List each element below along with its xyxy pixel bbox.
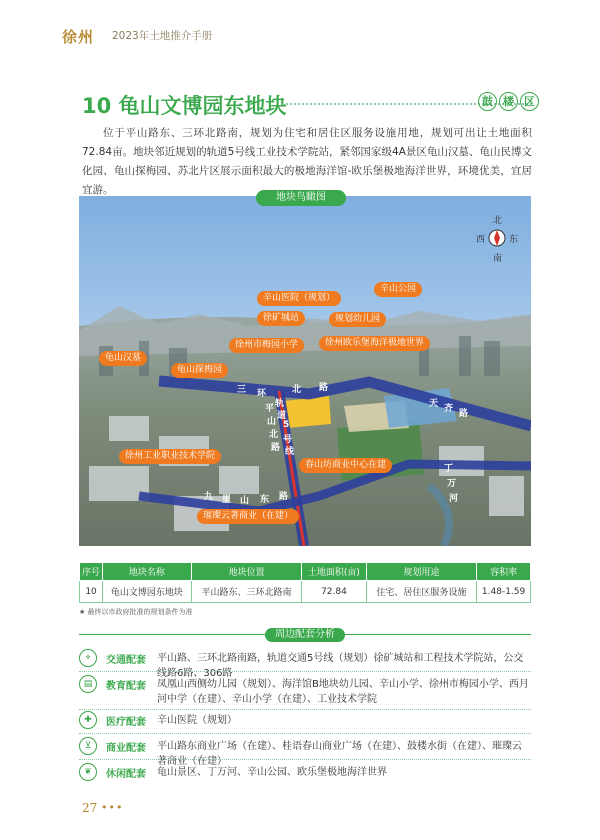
leaf-icon: ❦ bbox=[79, 763, 97, 781]
road-char: 环 bbox=[257, 389, 267, 399]
road-char: 齐 bbox=[444, 404, 454, 414]
row-divider bbox=[79, 709, 531, 710]
list-item-medical bbox=[79, 711, 531, 733]
road-char: 三 bbox=[237, 385, 247, 395]
table-cell: 72.84 bbox=[302, 581, 366, 603]
callout-xinshan-hospital: 辛山医院（规划） bbox=[257, 291, 341, 306]
callout-xukuang-station: 徐矿城站 bbox=[257, 311, 305, 326]
item-value: 平山路东商业广场（在建）、桂语春山商业广场（在建）、鼓楼水街（在建）、璀璨云著商业（在建） bbox=[157, 741, 522, 767]
aerial-photo bbox=[79, 196, 531, 546]
page-title: 10 龟山文博园东地块 bbox=[82, 94, 287, 118]
district-badge bbox=[478, 92, 539, 111]
map-pin-icon: ⌖ bbox=[79, 649, 97, 667]
item-label: 交通配套 bbox=[106, 655, 146, 666]
item-label: 商业配套 bbox=[106, 743, 146, 754]
section-title: 周边配套分析 bbox=[265, 628, 345, 642]
compass-west: 西 bbox=[476, 235, 486, 245]
land-info-table bbox=[79, 562, 531, 603]
page-number: 27 bbox=[82, 801, 98, 815]
road-char: 线 bbox=[285, 447, 295, 457]
district-char: 鼓 bbox=[478, 92, 497, 111]
book-icon: ▤ bbox=[79, 675, 97, 693]
callout-industrial-college: 徐州工业职业技术学院 bbox=[119, 449, 221, 464]
row-divider bbox=[79, 759, 531, 760]
road-char: 路 bbox=[271, 443, 281, 453]
callout-xinshan-park: 辛山公园 bbox=[374, 282, 422, 297]
road-char: 丁 bbox=[444, 464, 454, 474]
road-char: 5 bbox=[283, 420, 290, 430]
road-char: 道 bbox=[277, 411, 287, 421]
planning-note: ★ 最终以市政府批准的规划条件为准 bbox=[79, 608, 193, 616]
callout-cuican-commercial: 璀璨云著商业（在建） bbox=[197, 509, 299, 524]
table-header-row bbox=[80, 563, 531, 581]
compass-north: 北 bbox=[493, 216, 503, 226]
list-item-education bbox=[79, 675, 531, 709]
compass-south: 南 bbox=[493, 254, 503, 264]
section-header bbox=[79, 628, 531, 642]
callout-chunshanfang: 春山坊商业中心在建 bbox=[299, 458, 392, 473]
item-value: 凤凰山西侧幼儿园（规划）、海洋馆B地块幼儿园、辛山小学、徐州市梅园小学、西月河中学（在建）、辛山小学（在建）、工业技术学院 bbox=[157, 679, 529, 705]
list-item-transport bbox=[79, 649, 531, 679]
item-label: 休闲配套 bbox=[106, 769, 146, 780]
callout-planned-kindergarten: 规划幼儿园 bbox=[329, 312, 386, 327]
list-item-leisure bbox=[79, 763, 531, 785]
table-header: 容积率 bbox=[477, 563, 531, 581]
table-header: 地块名称 bbox=[103, 563, 192, 581]
intro-paragraph: 位于平山路东、三环北路南，规划为住宅和居住区服务设施用地，规划可出让土地面积72.84亩。地块邻近规划的轨道5号线工业技术学院站，紧邻国家级4A景区龟山汉墓、龟山民博文化园、龟山探梅园、苏北片区展示面积最大的极地海洋馆-欧乐堡极地海洋世界，环境优美，宜居宜游。 bbox=[82, 127, 532, 196]
aerial-illustration bbox=[79, 196, 531, 546]
callout-tanmei-garden: 龟山探梅园 bbox=[171, 363, 228, 378]
item-label: 医疗配套 bbox=[106, 717, 146, 728]
medical-cross-icon: ✚ bbox=[79, 711, 97, 729]
road-char: 河 bbox=[449, 494, 459, 504]
district-char: 楼 bbox=[499, 92, 518, 111]
road-char: 里 bbox=[222, 495, 232, 505]
table-cell: 龟山文博园东地块 bbox=[103, 581, 192, 603]
header-subtitle: 2023年土地推介手册 bbox=[112, 30, 213, 42]
footer-dots: ••• bbox=[101, 801, 124, 814]
road-char: 平 bbox=[265, 404, 275, 414]
table-header: 土地面积(亩) bbox=[302, 563, 366, 581]
item-value: 龟山景区、丁万河、辛山公园、欧乐堡极地海洋世界 bbox=[157, 767, 387, 778]
road-char: 山 bbox=[240, 496, 250, 506]
callout-meiyuan-school: 徐州市梅园小学 bbox=[229, 338, 304, 353]
road-char: 北 bbox=[292, 385, 302, 395]
road-char: 北 bbox=[269, 430, 279, 440]
page-title-row bbox=[82, 90, 532, 116]
item-label: 教育配套 bbox=[106, 681, 146, 692]
road-char: 九 bbox=[204, 492, 214, 502]
table-header: 地块位置 bbox=[191, 563, 302, 581]
road-char: 路 bbox=[459, 409, 469, 419]
road-char: 路 bbox=[279, 492, 289, 502]
road-char: 号 bbox=[283, 435, 293, 445]
photo-label: 地块鸟瞰图 bbox=[256, 190, 346, 206]
table-cell: 平山路东、三环北路南 bbox=[191, 581, 302, 603]
table-cell: 1.48-1.59 bbox=[477, 581, 531, 603]
callout-guishan-tomb: 龟山汉墓 bbox=[99, 351, 147, 366]
table-cell: 住宅、居住区服务设施 bbox=[366, 581, 477, 603]
page-header bbox=[0, 0, 600, 44]
brand-logo-text: 徐州 bbox=[62, 28, 95, 46]
road-char: 天 bbox=[429, 399, 439, 409]
callout-oulebao-world: 徐州欧乐堡海洋极地世界 bbox=[319, 336, 430, 351]
compass-east: 东 bbox=[509, 235, 519, 245]
item-value: 平山路、三环北路南路，轨道交通5号线（规划）徐矿城站和工程技术学院站，公交线路6路、306路 bbox=[157, 653, 524, 679]
shopping-cart-icon: ⊻ bbox=[79, 737, 97, 755]
road-char: 轨 bbox=[275, 399, 285, 409]
table-header: 规划用途 bbox=[366, 563, 477, 581]
district-char: 区 bbox=[520, 92, 539, 111]
table-header: 序号 bbox=[80, 563, 103, 581]
table-row bbox=[80, 581, 531, 603]
road-char: 万 bbox=[447, 479, 457, 489]
item-value: 辛山医院（规划） bbox=[157, 715, 237, 726]
list-item-commercial bbox=[79, 737, 531, 767]
road-char: 东 bbox=[260, 495, 270, 505]
road-char: 山 bbox=[267, 417, 277, 427]
row-divider bbox=[79, 671, 531, 672]
row-divider bbox=[79, 733, 531, 734]
table-cell: 10 bbox=[80, 581, 103, 603]
road-char: 路 bbox=[319, 383, 329, 393]
